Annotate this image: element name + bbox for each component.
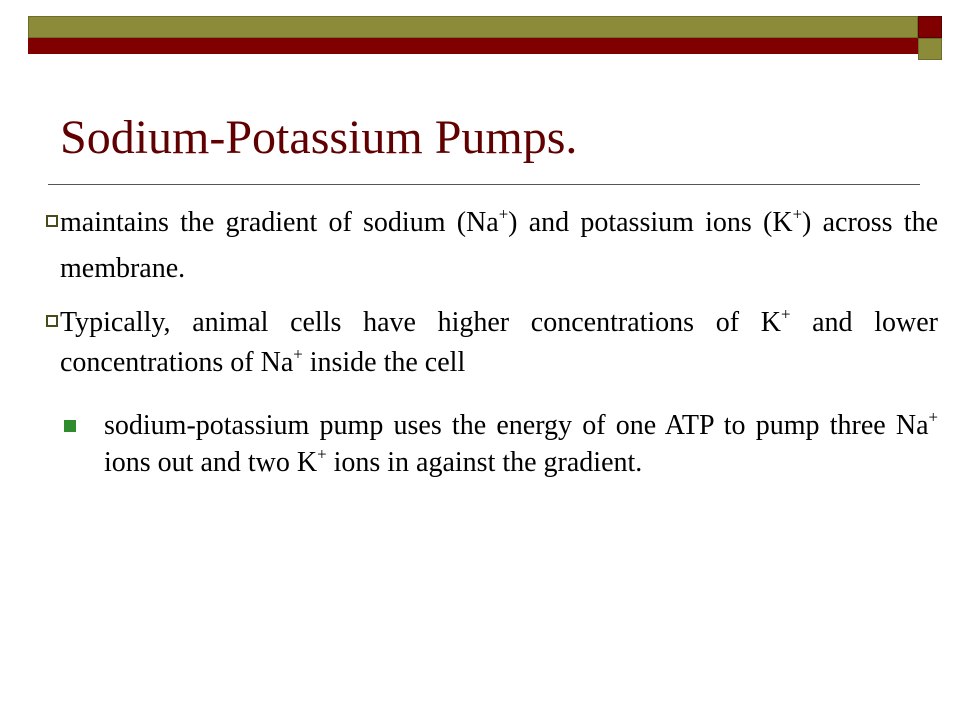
bullet-2-part-a: Typically, animal cells have higher concentrations of K <box>60 307 781 338</box>
bullet-2-part-b: and lower concentrations of Na <box>60 307 938 378</box>
sub-bullet-part-c: ions in against the gradient. <box>326 447 643 478</box>
slide-title: Sodium-Potassium Pumps. <box>60 111 578 164</box>
sub-bullet-part-a: sodium-potassium pump uses the energy of one ATP to pump three Na <box>104 410 929 441</box>
header-olive-bar <box>28 16 918 38</box>
header-olive-square <box>918 38 942 60</box>
sub-bullet-sup-1: + <box>928 407 938 427</box>
bullet-1-part-b: ) and potassium ions (K <box>508 207 793 238</box>
hollow-square-bullet-icon <box>46 315 58 327</box>
bullet-2-sup-1: + <box>780 304 791 324</box>
bullet-2-text <box>60 303 938 383</box>
bullet-1-sup-2: + <box>792 204 803 224</box>
bullet-1-part-c: ) across the membrane. <box>60 207 938 284</box>
sub-bullet-sup-2: + <box>317 444 327 464</box>
bullet-2-sup-2: + <box>293 344 303 364</box>
bullet-2-part-c: inside the cell <box>302 347 466 378</box>
hollow-square-bullet-icon <box>46 215 58 227</box>
header-maroon-bar <box>28 38 918 54</box>
header-maroon-square <box>918 16 942 38</box>
bullet-1-sup-1: + <box>498 204 509 224</box>
title-divider <box>48 184 920 185</box>
sub-bullet-part-b: ions out and two K <box>104 447 318 478</box>
bullet-1-part-a: maintains the gradient of sodium (Na <box>60 207 499 238</box>
filled-square-bullet-icon <box>64 420 76 432</box>
sub-bullet-text <box>104 407 938 481</box>
bullet-1-text <box>60 200 938 292</box>
